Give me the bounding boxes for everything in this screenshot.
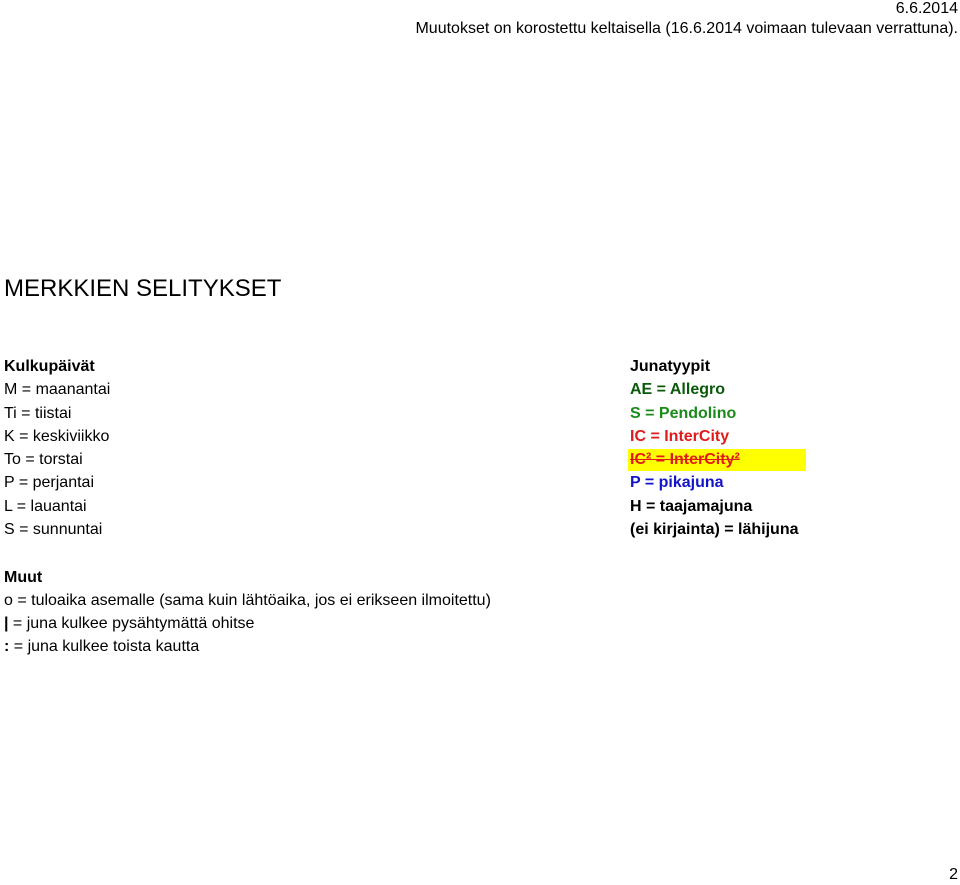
header-change-note: Muutokset on korostettu keltaisella (16.6.2014 voimaan tulevaan verrattuna). (415, 20, 958, 37)
train-types-heading: Junatyypit (630, 358, 711, 375)
pass-through-text: = juna kulkee pysähtymättä ohitse (8, 615, 255, 632)
train-type-express: P = pikajuna (630, 474, 724, 492)
train-type-commuter: (ei kirjainta) = lähijuna (630, 521, 799, 539)
days-legend (4, 355, 110, 541)
other-item-arrival: o = tuloaika asemalle (sama kuin lähtöaika, jos ei erikseen ilmoitettu) (4, 592, 491, 609)
other-item-other-route (4, 635, 491, 658)
pass-through-symbol: | (4, 615, 9, 632)
day-item-saturday: L = lauantai (4, 497, 87, 515)
day-item-sunday: S = sunnuntai (4, 521, 103, 539)
train-type-intercity2: IC² = InterCity² (628, 449, 806, 471)
day-item-monday: M = maanantai (4, 381, 111, 399)
page-title: MERKKIEN SELITYKSET (4, 275, 282, 302)
header-date: 6.6.2014 (895, 0, 958, 17)
other-route-text: = juna kulkee toista kautta (9, 638, 200, 655)
day-item-tuesday: Ti = tiistai (4, 404, 72, 422)
train-type-allegro: AE = Allegro (630, 381, 725, 399)
train-types-legend (630, 355, 806, 541)
day-item-thursday: To = torstai (4, 451, 83, 469)
other-legend (4, 566, 491, 658)
train-type-intercity2-row (630, 448, 806, 471)
train-type-intercity: IC = InterCity (630, 427, 730, 445)
days-heading: Kulkupäivät (4, 358, 95, 375)
day-item-friday: P = perjantai (4, 474, 94, 492)
train-type-pendolino: S = Pendolino (630, 404, 737, 422)
other-item-pass-through (4, 612, 491, 635)
day-item-wednesday: K = keskiviikko (4, 427, 110, 445)
other-heading: Muut (4, 569, 43, 586)
train-type-regional: H = taajamajuna (630, 497, 753, 515)
other-route-symbol: : (4, 638, 10, 655)
page-number: 2 (949, 866, 958, 883)
